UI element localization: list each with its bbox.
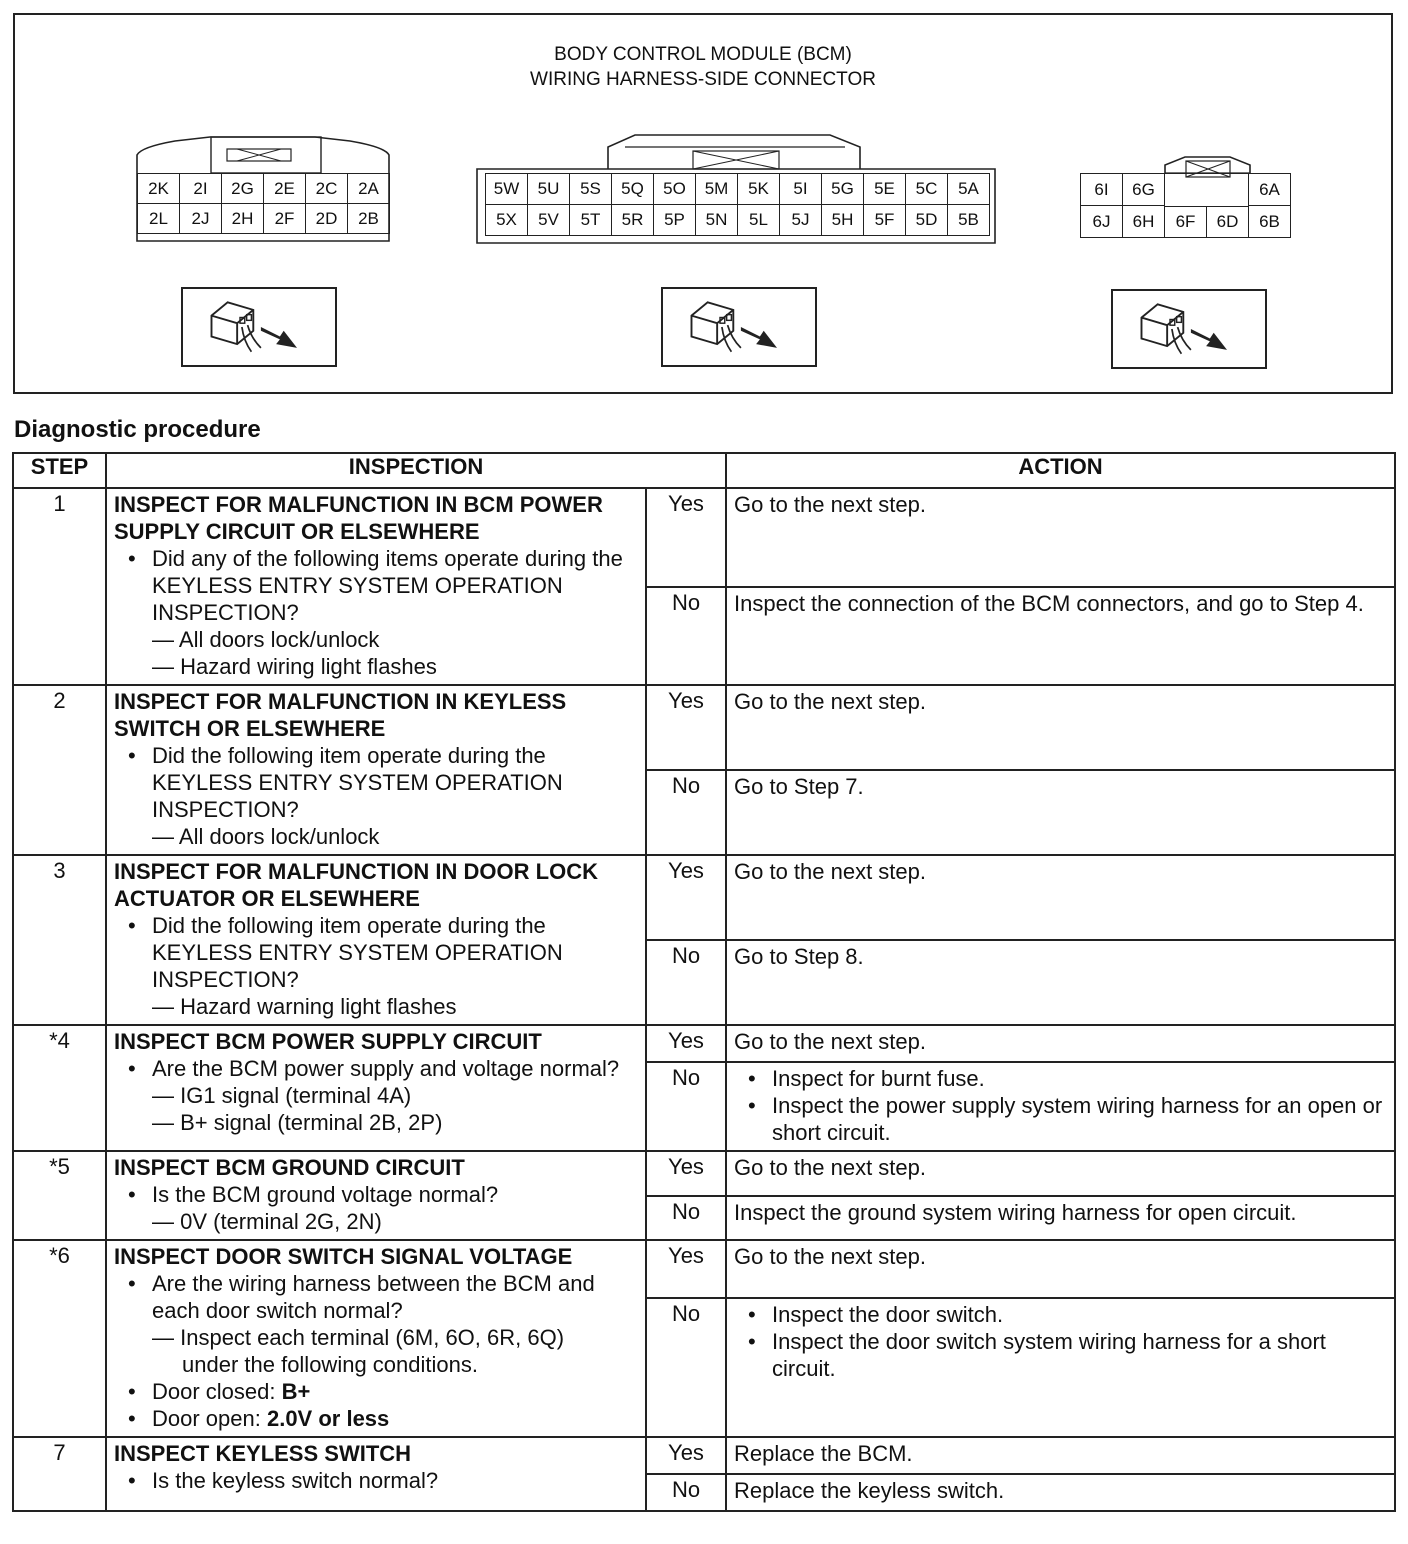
no-label: No [646,1474,726,1511]
no-action: Inspect the connection of the BCM connectors, and go to Step 4. [726,587,1395,686]
no-action: Go to Step 7. [726,770,1395,855]
inspection-bullet: • Did the following item operate during the KEYLESS ENTRY SYSTEM OPERATION INSPECTION? [114,742,639,823]
yes-label: Yes [646,855,726,940]
connector-2 [135,133,395,248]
step-number: 2 [13,685,106,855]
yes-label: Yes [646,1240,726,1298]
pin-5n: 5N [696,205,738,236]
inspection-title: INSPECT FOR MALFUNCTION IN DOOR LOCK ACTUATOR OR ELSEWHERE [114,859,598,911]
pin-blank-1 [1165,174,1207,206]
yes-action: Go to the next step. [726,1025,1395,1062]
pin-5s: 5S [570,174,612,205]
inspection-bullet [114,1405,639,1432]
section-title: Diagnostic procedure [14,416,261,443]
pin-5q: 5Q [612,174,654,205]
pin-5k: 5K [738,174,780,205]
condition-label: Door closed: [152,1379,282,1404]
yes-label: Yes [646,1151,726,1196]
diagram-title-line1: BODY CONTROL MODULE (BCM) [554,44,852,65]
inspection-bullet: • Is the BCM ground voltage normal? [114,1181,639,1208]
table-row [13,685,1395,770]
harness-side-connector-view-icon [661,287,817,367]
inspection-cell [106,685,646,855]
harness-side-connector-view-icon [1111,289,1267,369]
inspection-title: INSPECT DOOR SWITCH SIGNAL VOLTAGE [114,1244,573,1269]
pin-5j: 5J [780,205,822,236]
pin-6i: 6I [1081,174,1123,206]
no-action: Inspect the ground system wiring harness for open circuit. [726,1196,1395,1241]
no-label: No [646,770,726,855]
pin-5p: 5P [654,205,696,236]
pin-2h: 2H [222,204,264,234]
table-row [13,1151,1395,1196]
inspection-subitem: — B+ signal (terminal 2B, 2P) [152,1110,443,1135]
no-label: No [646,1298,726,1437]
condition-value: 2.0V or less [266,1406,390,1431]
pin-5m: 5M [696,174,738,205]
step-number: 7 [13,1437,106,1511]
inspection-subitem: — All doors lock/unlock [152,824,380,849]
table-row [13,855,1395,940]
yes-label: Yes [646,685,726,770]
inspection-cell [106,1437,646,1511]
inspection-subitem: — IG1 signal (terminal 4A) [152,1083,412,1108]
pin-2a: 2A [348,174,390,204]
step-number: *4 [13,1025,106,1151]
pin-5d: 5D [906,205,948,236]
pin-5o: 5O [654,174,696,205]
action-bullet: • Inspect the door switch. [734,1301,1388,1328]
pin-2b: 2B [348,204,390,234]
pin-2k: 2K [138,174,180,204]
yes-action: Go to the next step. [726,685,1395,770]
step-number: *5 [13,1151,106,1240]
action-bullet: • Inspect for burnt fuse. [734,1065,1388,1092]
no-action [726,1062,1395,1151]
diagnostic-table [12,452,1396,1512]
pin-5u: 5U [528,174,570,205]
pin-5f: 5F [864,205,906,236]
pin-5g: 5G [822,174,864,205]
yes-action: Go to the next step. [726,1240,1395,1298]
diagram-title-line2: WIRING HARNESS-SIDE CONNECTOR [530,69,876,90]
pin-5h: 5H [822,205,864,236]
connector-6 [1080,155,1300,245]
pin-2j: 2J [180,204,222,234]
inspection-bullet: • Is the keyless switch normal? [114,1467,639,1494]
pin-5w: 5W [486,174,528,205]
inspection-subitem: — All doors lock/unlock [152,627,380,652]
header-step: STEP [13,453,106,488]
inspection-title: INSPECT FOR MALFUNCTION IN BCM POWER SUPPLY CIRCUIT OR ELSEWHERE [114,492,603,544]
pin-5i: 5I [780,174,822,205]
inspection-cell [106,488,646,685]
inspection-bullet: • Are the wiring harness between the BCM and each door switch normal? [114,1270,639,1324]
pin-2l: 2L [138,204,180,234]
connector-5 [475,133,1000,248]
pin-5x: 5X [486,205,528,236]
pin-5b: 5B [948,205,990,236]
inspection-cell [106,1240,646,1437]
yes-label: Yes [646,1025,726,1062]
pin-2e: 2E [264,174,306,204]
pin-2i: 2I [180,174,222,204]
pin-2c: 2C [306,174,348,204]
pin-6b: 6B [1249,206,1291,238]
inspection-subitem: — Inspect each terminal (6M, 6O, 6R, 6Q) [152,1325,565,1350]
pin-6f: 6F [1165,206,1207,238]
no-label: No [646,1196,726,1241]
connector-diagram [13,13,1393,394]
pin-6a: 6A [1249,174,1291,206]
pin-2f: 2F [264,204,306,234]
condition-label: Door open: [152,1406,267,1431]
step-number: 1 [13,488,106,685]
inspection-bullet: • Did the following item operate during the KEYLESS ENTRY SYSTEM OPERATION INSPECTION? [114,912,639,993]
inspection-title: INSPECT FOR MALFUNCTION IN KEYLESS SWITCH OR ELSEWHERE [114,689,567,741]
header-row [13,453,1395,488]
inspection-subitem: — Hazard wiring light flashes [152,654,437,679]
yes-label: Yes [646,488,726,587]
pin-6j: 6J [1081,206,1123,238]
pin-6g: 6G [1123,174,1165,206]
harness-side-connector-view-icon [181,287,337,367]
no-label: No [646,1062,726,1151]
pin-5a: 5A [948,174,990,205]
no-action: Go to Step 8. [726,940,1395,1025]
yes-action: Go to the next step. [726,488,1395,587]
table-row [13,1025,1395,1062]
step-number: 3 [13,855,106,1025]
inspection-title: INSPECT BCM GROUND CIRCUIT [114,1155,465,1180]
inspection-title: INSPECT KEYLESS SWITCH [114,1441,412,1466]
inspection-bullet: • Did any of the following items operate during the KEYLESS ENTRY SYSTEM OPERATION INSPECTION? [114,545,639,626]
yes-action: Go to the next step. [726,1151,1395,1196]
pin-blank-2 [1207,174,1249,206]
condition-value: B+ [281,1379,311,1404]
inspection-cell [106,1025,646,1151]
inspection-subitem: — 0V (terminal 2G, 2N) [152,1209,382,1234]
inspection-subitem: — Hazard warning light flashes [152,994,457,1019]
yes-action: Go to the next step. [726,855,1395,940]
pin-5c: 5C [906,174,948,205]
step-number: *6 [13,1240,106,1437]
pin-5e: 5E [864,174,906,205]
pin-5v: 5V [528,205,570,236]
inspection-cell [106,1151,646,1240]
no-label: No [646,940,726,1025]
header-inspection: INSPECTION [106,453,726,488]
table-row [13,1437,1395,1474]
yes-label: Yes [646,1437,726,1474]
header-action: ACTION [726,453,1395,488]
pin-5r: 5R [612,205,654,236]
inspection-cell [106,855,646,1025]
pin-6d: 6D [1207,206,1249,238]
no-label: No [646,587,726,686]
inspection-bullet: • Are the BCM power supply and voltage normal? [114,1055,639,1082]
table-row [13,488,1395,587]
inspection-subitem: under the following conditions. [182,1352,478,1377]
no-action: Replace the keyless switch. [726,1474,1395,1511]
table-row [13,1240,1395,1298]
pin-6h: 6H [1123,206,1165,238]
inspection-title: INSPECT BCM POWER SUPPLY CIRCUIT [114,1029,542,1054]
no-action [726,1298,1395,1437]
action-bullet: • Inspect the door switch system wiring harness for a short circuit. [734,1328,1388,1382]
pin-5t: 5T [570,205,612,236]
pin-2g: 2G [222,174,264,204]
pin-2d: 2D [306,204,348,234]
yes-action: Replace the BCM. [726,1437,1395,1474]
inspection-bullet [114,1378,639,1405]
action-bullet: • Inspect the power supply system wiring harness for an open or short circuit. [734,1092,1388,1146]
pin-5l: 5L [738,205,780,236]
